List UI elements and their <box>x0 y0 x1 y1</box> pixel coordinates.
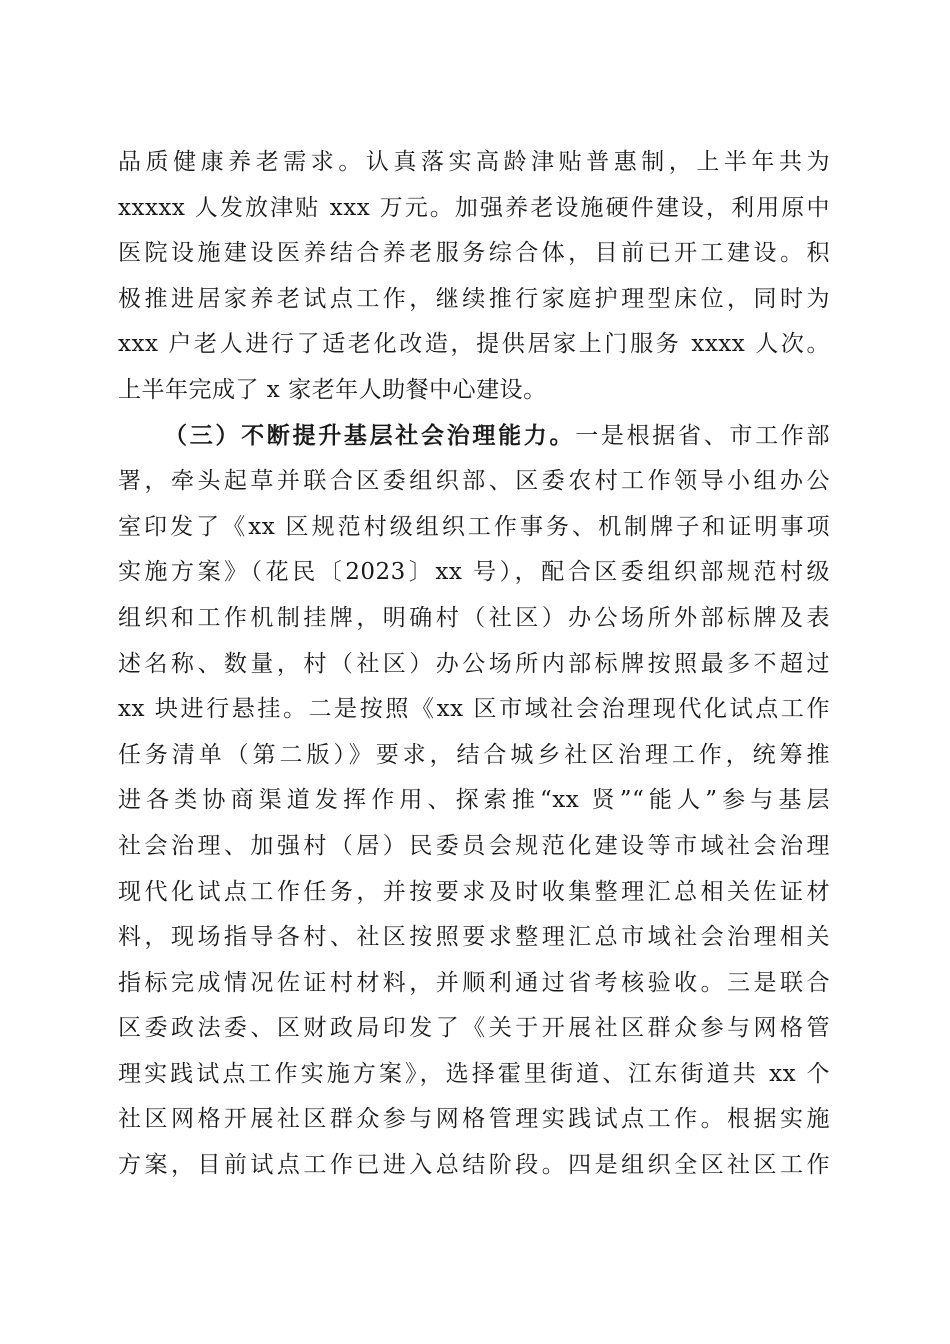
text-line: 组织和工作机制挂牌，明确村（社区）办公场所外部标牌及表 <box>118 604 830 631</box>
text-line: 上半年完成了 x 家老年人助餐中心建设。 <box>118 376 547 403</box>
document-body <box>118 140 830 1189</box>
text-line: 理实践试点工作实施方案》，选择霍里街道、江东街道共 xx 个 <box>118 1060 830 1087</box>
text-line: 社会治理、加强村（居）民委员会规范化建设等市域社会治理 <box>118 832 830 859</box>
text-line: 指标完成情况佐证村材料，并顺利通过省考核验收。三是联合 <box>118 969 830 996</box>
text-line: 署，牵头起草并联合区委组织部、区委农村工作领导小组办公 <box>118 468 830 495</box>
text-line: 室印发了《xx 区规范村级组织工作事务、机制牌子和证明事项 <box>118 513 830 540</box>
text-line: 料，现场指导各村、社区按照要求整理汇总市域社会治理相关 <box>118 924 830 951</box>
text-line: 医院设施建设医养结合养老服务综合体，目前已开工建设。积 <box>118 240 830 267</box>
text-line: xx 块进行悬挂。二是按照《xx 区市域社会治理现代化试点工作 <box>118 696 830 723</box>
text-line: 现代化试点工作任务，并按要求及时收集整理汇总相关佐证材 <box>118 878 830 905</box>
section-heading: （三）不断提升基层社会治理能力。 <box>164 422 576 449</box>
text-line: xxx 户老人进行了适老化改造，提供居家上门服务 xxxx 人次。 <box>118 331 830 358</box>
text-line: 述名称、数量，村（社区）办公场所内部标牌按照最多不超过 <box>118 650 830 677</box>
text-line: 实施方案》（花民〔2023〕xx 号），配合区委组织部规范村级 <box>118 559 830 586</box>
text-line: 极推进居家养老试点工作，继续推行家庭护理型床位，同时为 <box>118 285 830 312</box>
text-line: 区委政法委、区财政局印发了《关于开展社区群众参与网格管 <box>118 1015 830 1042</box>
text-line: 方案，目前试点工作已进入总结阶段。四是组织全区社区工作 <box>118 1152 830 1179</box>
text-line: 任务清单（第二版）》要求，结合城乡社区治理工作，统筹推 <box>118 741 830 768</box>
section-first-line <box>118 414 830 460</box>
text-line: 社区网格开展社区群众参与网格管理实践试点工作。根据实施 <box>118 1106 830 1133</box>
text-line: xxxxx 人发放津贴 xxx 万元。加强养老设施硬件建设，利用原中 <box>118 194 830 221</box>
text-line: 品质健康养老需求。认真落实高龄津贴普惠制，上半年共为 <box>118 149 830 175</box>
text-line: 进各类协商渠道发挥作用、探索推“xx 贤”“能人”参与基层 <box>118 787 830 814</box>
section-first-line-text: 一是根据省、市工作部 <box>575 422 831 449</box>
